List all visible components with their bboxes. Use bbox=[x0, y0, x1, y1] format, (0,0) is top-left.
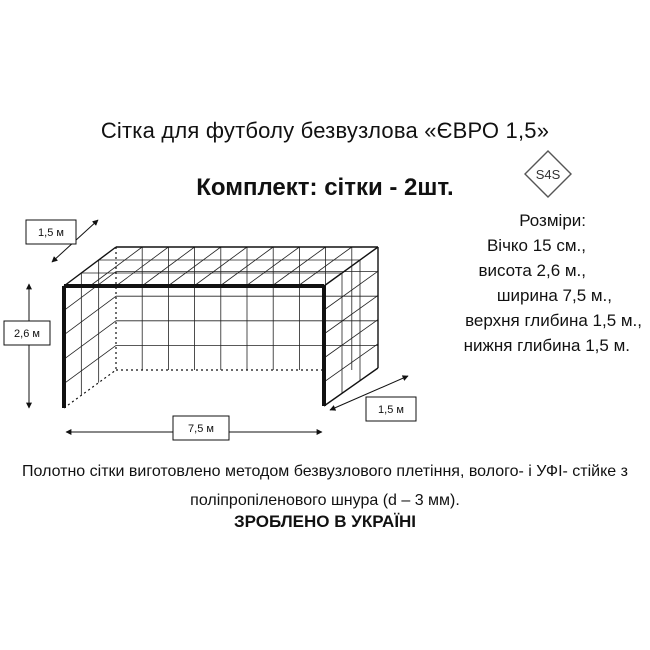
top-depth-dimension bbox=[26, 220, 98, 262]
spec-mesh: Вічко 15 см., bbox=[486, 236, 586, 255]
height-label: 2,6 м bbox=[14, 328, 40, 340]
top-depth-label: 1,5 м bbox=[38, 227, 64, 239]
bottom-depth-dimension bbox=[330, 376, 416, 421]
spec-bottom-depth: нижня глибина 1,5 м. bbox=[463, 336, 630, 355]
net-mesh bbox=[64, 247, 378, 395]
kit-subtitle: Комплект: сітки - 2шт. bbox=[196, 174, 454, 201]
made-in-ukraine: ЗРОБЛЕНО В УКРАЇНІ bbox=[233, 512, 417, 531]
spec-width: ширина 7,5 м., bbox=[496, 286, 612, 305]
width-dimension bbox=[66, 416, 322, 440]
product-description: Полотно сітки виготовлено методом безвузлового плетіння, волого- і УФІ- стійке з поліпропіленового шнура (d – 3 мм). bbox=[22, 463, 628, 509]
specs-heading: Розміри: bbox=[519, 211, 586, 230]
page-title: Сітка для футболу безвузлова «ЄВРО 1,5» bbox=[100, 118, 550, 143]
height-dimension bbox=[4, 284, 50, 408]
width-label: 7,5 м bbox=[188, 423, 214, 435]
goal-net-diagram bbox=[0, 210, 430, 450]
s4s-logo bbox=[524, 150, 572, 198]
logo-text: S4S bbox=[535, 167, 561, 182]
spec-height: висота 2,6 м., bbox=[478, 261, 586, 280]
spec-top-depth: верхня глибина 1,5 м., bbox=[465, 311, 642, 330]
bottom-depth-label: 1,5 м bbox=[378, 404, 404, 416]
